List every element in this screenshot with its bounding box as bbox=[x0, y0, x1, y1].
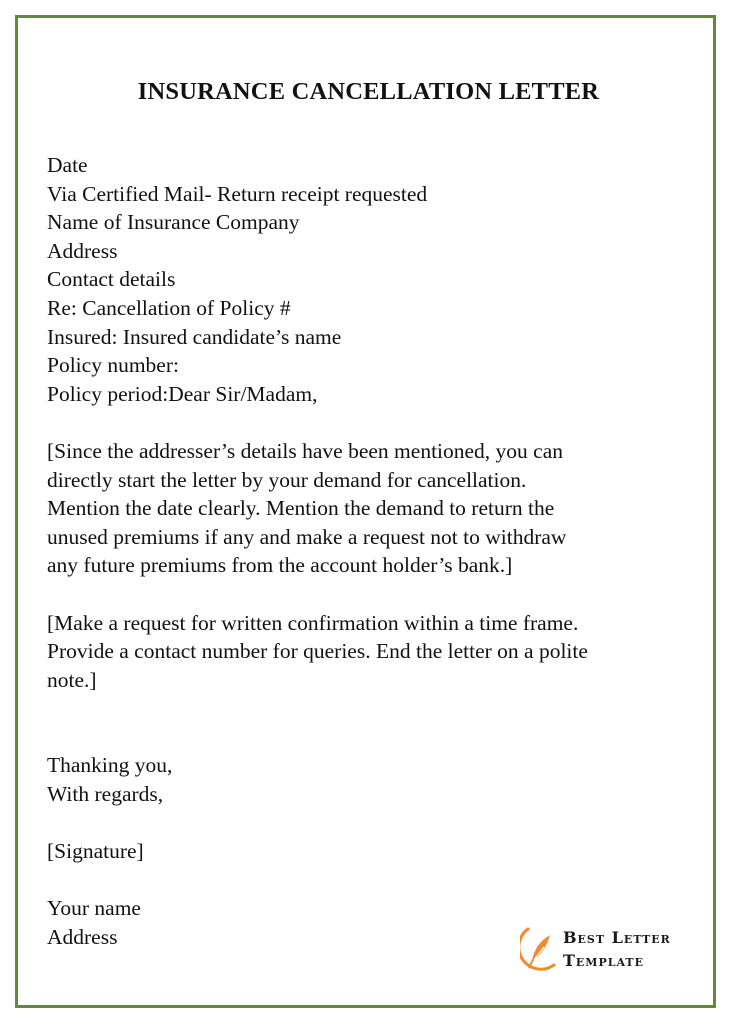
paragraph-1-line: Mention the date clearly. Mention the demand to return the bbox=[47, 496, 555, 521]
header-line-delivery: Via Certified Mail- Return receipt requested bbox=[47, 181, 428, 206]
header-line-subject: Re: Cancellation of Policy # bbox=[47, 295, 291, 320]
paragraph-2-line: Provide a contact number for queries. End the letter on a polite bbox=[47, 639, 588, 664]
paragraph-1-line: any future premiums from the account holder’s bank.] bbox=[47, 553, 513, 578]
brand-logo bbox=[520, 925, 685, 987]
paragraph-1-line: unused premiums if any and make a request not to withdraw bbox=[47, 524, 567, 549]
sender-name: Your name bbox=[47, 896, 141, 921]
paragraph-1-line: directly start the letter by your demand for cancellation. bbox=[47, 467, 527, 492]
header-line-contact: Contact details bbox=[47, 267, 176, 292]
paragraph-2-line: note.] bbox=[47, 667, 97, 692]
header-line-policy-number: Policy number: bbox=[47, 353, 179, 378]
letter-body bbox=[47, 151, 677, 952]
paragraph-2-line: [Make a request for written confirmation within a time frame. bbox=[47, 610, 579, 635]
signature-placeholder: [Signature] bbox=[47, 839, 144, 864]
logo-text bbox=[563, 926, 671, 972]
logo-line-1: Best Letter bbox=[563, 928, 671, 947]
header-line-policy-period: Policy period:Dear Sir/Madam, bbox=[47, 381, 318, 406]
logo-line-2: Template bbox=[563, 951, 644, 970]
closing-regards: With regards, bbox=[47, 782, 164, 807]
feather-icon bbox=[520, 925, 560, 977]
closing-thanks: Thanking you, bbox=[47, 753, 173, 778]
header-line-insured: Insured: Insured candidate’s name bbox=[47, 324, 342, 349]
letter-title: INSURANCE CANCELLATION LETTER bbox=[137, 78, 600, 105]
header-line-address: Address bbox=[47, 238, 118, 263]
sender-address: Address bbox=[47, 925, 118, 950]
paragraph-1-line: [Since the addresser’s details have been mentioned, you can bbox=[47, 438, 564, 463]
header-line-company: Name of Insurance Company bbox=[47, 210, 300, 235]
header-line-date: Date bbox=[47, 153, 88, 177]
